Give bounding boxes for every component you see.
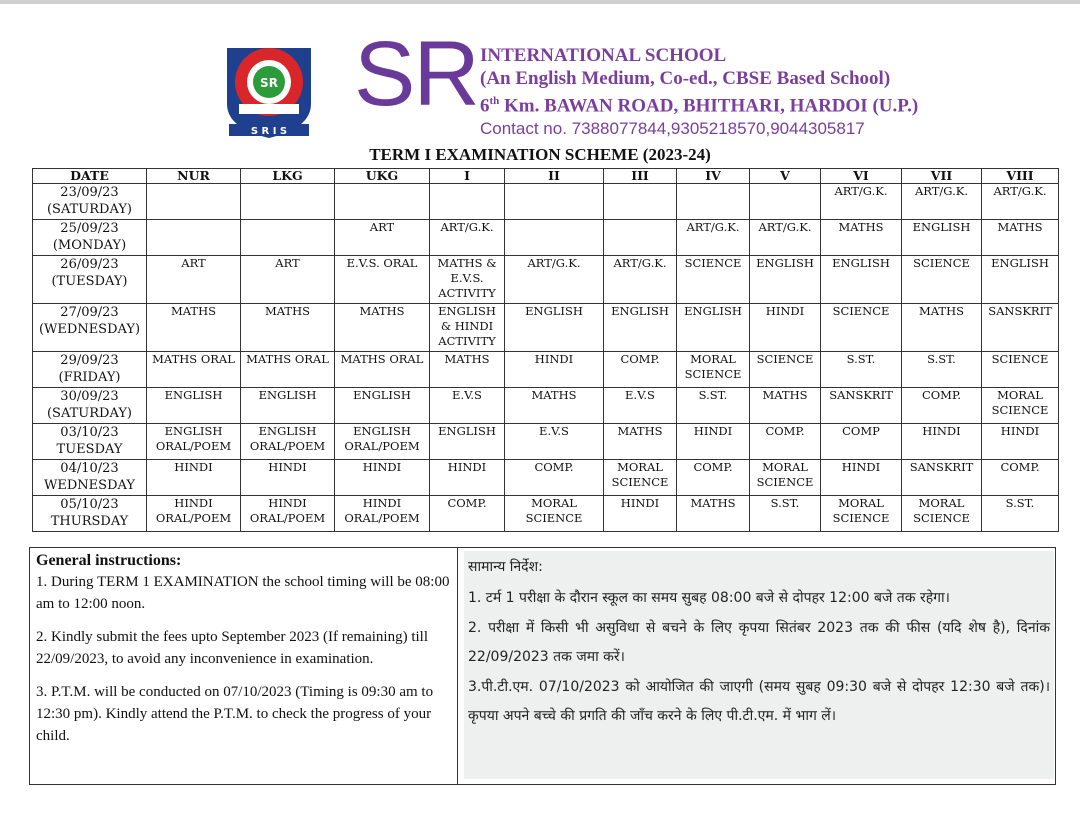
subject-cell: ART/G.K. bbox=[902, 184, 982, 220]
subject-cell: ART/G.K. bbox=[430, 220, 505, 256]
exam-day: WEDNESDAY bbox=[44, 478, 135, 493]
subject-cell: HINDI bbox=[982, 424, 1059, 460]
subject-cell: MORAL SCIENCE bbox=[604, 460, 677, 496]
exam-date: 03/10/23 bbox=[60, 425, 119, 440]
svg-text:SR: SR bbox=[260, 76, 278, 90]
subject-cell: E.V.S. ORAL bbox=[335, 256, 430, 304]
school-logo bbox=[219, 42, 319, 142]
subject-cell: ART/G.K. bbox=[982, 184, 1059, 220]
exam-day: (SATURDAY) bbox=[46, 202, 132, 217]
exam-day: (SATURDAY) bbox=[46, 406, 132, 421]
subject-cell: COMP. bbox=[750, 424, 821, 460]
subject-cell: MATHS bbox=[677, 496, 750, 532]
instructions-heading-hindi: सामान्य निर्देश: bbox=[468, 559, 543, 575]
subject-cell: MATHS bbox=[982, 220, 1059, 256]
table-row bbox=[33, 256, 1059, 304]
subject-cell: MORAL SCIENCE bbox=[821, 496, 902, 532]
subject-cell bbox=[147, 220, 241, 256]
date-cell bbox=[33, 304, 147, 352]
table-row bbox=[33, 352, 1059, 388]
instructions-box bbox=[29, 547, 1056, 785]
subject-cell: ENGLISH bbox=[241, 388, 335, 424]
subject-cell: MORAL SCIENCE bbox=[902, 496, 982, 532]
subject-cell: HINDI ORAL/POEM bbox=[241, 496, 335, 532]
subject-cell bbox=[241, 184, 335, 220]
subject-cell: MATHS bbox=[902, 304, 982, 352]
column-header: VI bbox=[821, 169, 902, 184]
subject-cell: SANSKRIT bbox=[821, 388, 902, 424]
subject-cell: S.ST. bbox=[677, 388, 750, 424]
exam-date: 30/09/23 bbox=[60, 389, 119, 404]
column-header: IV bbox=[677, 169, 750, 184]
column-header: VIII bbox=[982, 169, 1059, 184]
address-suffix: th bbox=[489, 95, 500, 107]
exam-date: 26/09/23 bbox=[60, 257, 119, 272]
subject-cell: HINDI bbox=[821, 460, 902, 496]
subject-cell: COMP. bbox=[982, 460, 1059, 496]
exam-schedule-table bbox=[32, 168, 1059, 532]
column-header: II bbox=[505, 169, 604, 184]
subject-cell: MATHS ORAL bbox=[241, 352, 335, 388]
date-cell bbox=[33, 496, 147, 532]
exam-day: (FRIDAY) bbox=[58, 370, 121, 385]
subject-cell: ART/G.K. bbox=[821, 184, 902, 220]
exam-date: 05/10/23 bbox=[60, 497, 119, 512]
subject-cell: E.V.S bbox=[505, 424, 604, 460]
subject-cell: S.ST. bbox=[821, 352, 902, 388]
subject-cell: HINDI bbox=[147, 460, 241, 496]
date-cell bbox=[33, 352, 147, 388]
table-row bbox=[33, 424, 1059, 460]
subject-cell bbox=[505, 220, 604, 256]
subject-cell: MATHS bbox=[604, 424, 677, 460]
svg-text:S R I S: S R I S bbox=[250, 126, 288, 137]
top-border bbox=[0, 0, 1080, 4]
subject-cell: S.ST. bbox=[902, 352, 982, 388]
instruction-item: 2. Kindly submit the fees upto September 2023 (If remaining) till 22/09/2023, to avoid any inconvenience in examination. bbox=[36, 629, 429, 667]
subject-cell: ART/G.K. bbox=[677, 220, 750, 256]
subject-cell: MATHS & E.V.S. ACTIVITY bbox=[430, 256, 505, 304]
subject-cell: SCIENCE bbox=[677, 256, 750, 304]
table-header-row bbox=[33, 169, 1059, 184]
school-tagline: (An English Medium, Co-ed., CBSE Based School) bbox=[480, 68, 891, 89]
subject-cell: ENGLISH bbox=[604, 304, 677, 352]
subject-cell: ART bbox=[147, 256, 241, 304]
subject-cell bbox=[335, 184, 430, 220]
subject-cell: COMP. bbox=[902, 388, 982, 424]
exam-day: (TUESDAY) bbox=[51, 274, 128, 289]
exam-date: 29/09/23 bbox=[60, 353, 119, 368]
subject-cell: HINDI bbox=[677, 424, 750, 460]
subject-cell: MATHS bbox=[821, 220, 902, 256]
date-cell bbox=[33, 388, 147, 424]
subject-cell: S.ST. bbox=[982, 496, 1059, 532]
subject-cell: ENGLISH bbox=[147, 388, 241, 424]
subject-cell: ENGLISH ORAL/POEM bbox=[147, 424, 241, 460]
subject-cell: COMP. bbox=[505, 460, 604, 496]
subject-cell bbox=[604, 184, 677, 220]
subject-cell: SANSKRIT bbox=[982, 304, 1059, 352]
instruction-item: 3. P.T.M. will be conducted on 07/10/2023 (Timing is 09:30 am to 12:30 pm). Kindly attend the P.T.M. to check the progress of your child. bbox=[36, 684, 434, 744]
subject-cell: SCIENCE bbox=[982, 352, 1059, 388]
subject-cell bbox=[604, 220, 677, 256]
subject-cell: SCIENCE bbox=[750, 352, 821, 388]
subject-cell: ENGLISH & HINDI ACTIVITY bbox=[430, 304, 505, 352]
school-header bbox=[480, 44, 918, 140]
subject-cell: HINDI bbox=[902, 424, 982, 460]
subject-cell: MATHS bbox=[750, 388, 821, 424]
column-header: NUR bbox=[147, 169, 241, 184]
school-name: INTERNATIONAL SCHOOL bbox=[480, 45, 727, 66]
subject-cell: ENGLISH bbox=[750, 256, 821, 304]
subject-cell: SCIENCE bbox=[902, 256, 982, 304]
table-row bbox=[33, 220, 1059, 256]
subject-cell: MATHS bbox=[147, 304, 241, 352]
instruction-item-hindi: 2. परीक्षा में किसी भी असुविधा से बचने के लिए कृपया सितंबर 2023 तक की फीस (यदि शेष है), दिनांक 22/09/2023 तक जमा करें। bbox=[468, 620, 1050, 665]
subject-cell: HINDI ORAL/POEM bbox=[147, 496, 241, 532]
table-row bbox=[33, 460, 1059, 496]
table-row bbox=[33, 496, 1059, 532]
date-cell bbox=[33, 460, 147, 496]
subject-cell: MORAL SCIENCE bbox=[677, 352, 750, 388]
subject-cell: ART/G.K. bbox=[505, 256, 604, 304]
table-row bbox=[33, 304, 1059, 352]
subject-cell: MORAL SCIENCE bbox=[982, 388, 1059, 424]
subject-cell: MORAL SCIENCE bbox=[505, 496, 604, 532]
date-cell bbox=[33, 424, 147, 460]
subject-cell: ENGLISH bbox=[430, 424, 505, 460]
column-header: LKG bbox=[241, 169, 335, 184]
column-header: V bbox=[750, 169, 821, 184]
subject-cell: COMP. bbox=[604, 352, 677, 388]
subject-cell bbox=[750, 184, 821, 220]
address-text: Km. BAWAN ROAD, BHITHARI, HARDOI (U.P.) bbox=[499, 95, 919, 117]
subject-cell: MORAL SCIENCE bbox=[750, 460, 821, 496]
subject-cell: HINDI ORAL/POEM bbox=[335, 496, 430, 532]
instructions-hindi bbox=[464, 551, 1054, 779]
exam-date: 23/09/23 bbox=[60, 185, 119, 200]
subject-cell bbox=[241, 220, 335, 256]
subject-cell: HINDI bbox=[604, 496, 677, 532]
exam-date: 04/10/23 bbox=[60, 461, 119, 476]
instructions-english bbox=[30, 548, 458, 784]
subject-cell bbox=[430, 184, 505, 220]
subject-cell: E.V.S bbox=[430, 388, 505, 424]
exam-day: (WEDNESDAY) bbox=[38, 322, 141, 337]
subject-cell: MATHS ORAL bbox=[147, 352, 241, 388]
subject-cell: HINDI bbox=[430, 460, 505, 496]
subject-cell bbox=[677, 184, 750, 220]
table-row bbox=[33, 388, 1059, 424]
subject-cell: ART bbox=[241, 256, 335, 304]
date-cell bbox=[33, 256, 147, 304]
subject-cell: HINDI bbox=[241, 460, 335, 496]
subject-cell: ENGLISH bbox=[335, 388, 430, 424]
subject-cell: HINDI bbox=[750, 304, 821, 352]
school-monogram: SR bbox=[354, 23, 478, 125]
subject-cell bbox=[147, 184, 241, 220]
page-title: TERM I EXAMINATION SCHEME (2023-24) bbox=[369, 145, 711, 164]
subject-cell: MATHS bbox=[335, 304, 430, 352]
subject-cell: ENGLISH bbox=[677, 304, 750, 352]
subject-cell: E.V.S bbox=[604, 388, 677, 424]
instructions-heading: General instructions: bbox=[36, 552, 182, 569]
school-address bbox=[480, 90, 918, 117]
subject-cell: ENGLISH ORAL/POEM bbox=[241, 424, 335, 460]
date-cell bbox=[33, 184, 147, 220]
address-number: 6 bbox=[480, 95, 490, 117]
subject-cell: HINDI bbox=[335, 460, 430, 496]
exam-day: THURSDAY bbox=[50, 514, 129, 529]
subject-cell bbox=[505, 184, 604, 220]
subject-cell: COMP. bbox=[430, 496, 505, 532]
subject-cell: MATHS bbox=[505, 388, 604, 424]
subject-cell: ENGLISH bbox=[902, 220, 982, 256]
subject-cell: ART/G.K. bbox=[604, 256, 677, 304]
subject-cell: SANSKRIT bbox=[902, 460, 982, 496]
subject-cell: MATHS bbox=[241, 304, 335, 352]
column-header: I bbox=[430, 169, 505, 184]
school-contact: Contact no. 7388077844,9305218570,9044305817 bbox=[480, 119, 865, 139]
subject-cell: S.ST. bbox=[750, 496, 821, 532]
subject-cell: COMP bbox=[821, 424, 902, 460]
table-row bbox=[33, 184, 1059, 220]
instruction-item: 1. During TERM 1 EXAMINATION the school timing will be 08:00 am to 12:00 noon. bbox=[36, 574, 450, 612]
subject-cell: ART bbox=[335, 220, 430, 256]
exam-day: TUESDAY bbox=[56, 442, 123, 457]
subject-cell: SCIENCE bbox=[821, 304, 902, 352]
subject-cell: ENGLISH bbox=[821, 256, 902, 304]
subject-cell: MATHS bbox=[430, 352, 505, 388]
date-cell bbox=[33, 220, 147, 256]
exam-day: (MONDAY) bbox=[52, 238, 127, 253]
subject-cell: ENGLISH bbox=[505, 304, 604, 352]
instruction-item-hindi: 1. टर्म 1 परीक्षा के दौरान स्कूल का समय सुबह 08:00 बजे से दोपहर 12:00 बजे तक रहेगा। bbox=[468, 590, 950, 606]
subject-cell: ENGLISH ORAL/POEM bbox=[335, 424, 430, 460]
instruction-item-hindi: 3.पी.टी.एम. 07/10/2023 को आयोजित की जाएगी (समय सुबह 09:30 बजे से दोपहर 12:30 बजे तक)। कृपया अपने बच्चे की प्रगति की जाँच करने के लिए पी.टी.एम. में भाग लें। bbox=[468, 679, 1050, 724]
column-header: DATE bbox=[33, 169, 147, 184]
subject-cell: COMP. bbox=[677, 460, 750, 496]
subject-cell: HINDI bbox=[505, 352, 604, 388]
subject-cell: ENGLISH bbox=[982, 256, 1059, 304]
subject-cell: ART/G.K. bbox=[750, 220, 821, 256]
exam-date: 25/09/23 bbox=[60, 221, 119, 236]
exam-date: 27/09/23 bbox=[60, 305, 119, 320]
column-header: III bbox=[604, 169, 677, 184]
subject-cell: MATHS ORAL bbox=[335, 352, 430, 388]
column-header: VII bbox=[902, 169, 982, 184]
column-header: UKG bbox=[335, 169, 430, 184]
